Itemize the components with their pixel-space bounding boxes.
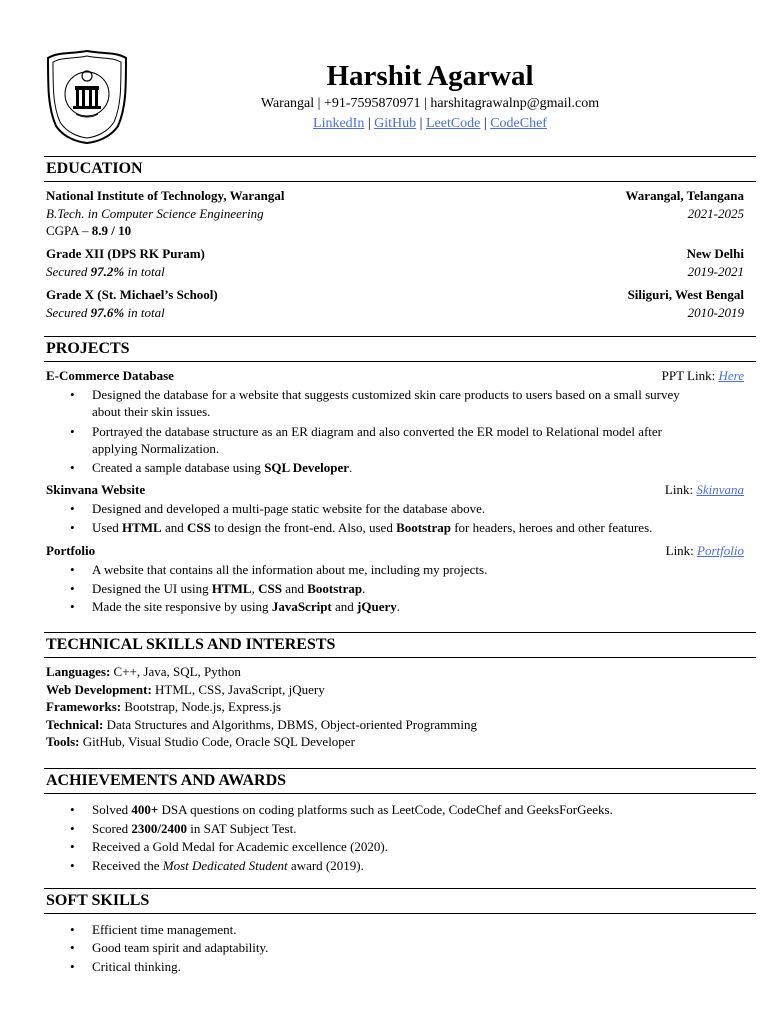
bullet-icon: • bbox=[70, 858, 75, 873]
text-bold: CSS bbox=[258, 581, 282, 596]
nit-warangal-seal-icon bbox=[46, 48, 128, 144]
edu-1-title: National Institute of Technology, Warangal bbox=[46, 188, 285, 203]
bullet-text bbox=[92, 598, 740, 615]
edu-3-place: Siliguri, West Bengal bbox=[627, 287, 744, 302]
score-pre: Secured bbox=[46, 264, 91, 279]
link-label: Link: bbox=[664, 482, 697, 497]
edu-1-place: Warangal, Telangana bbox=[625, 188, 744, 203]
edu-2-sub-row bbox=[46, 263, 744, 281]
bullet-text-cont: about their skin issues. bbox=[92, 404, 211, 419]
list-item bbox=[70, 459, 740, 476]
skill-label: Languages: bbox=[46, 664, 111, 679]
edu-1-degree: B.Tech. in Computer Science Engineering bbox=[46, 206, 264, 221]
bullet-icon: • bbox=[70, 387, 75, 402]
edu-2-date: 2019-2021 bbox=[687, 264, 744, 279]
codechef-link[interactable]: CodeChef bbox=[490, 116, 547, 131]
bullet-text: Good team spirit and adaptability. bbox=[92, 940, 269, 955]
text-part: and bbox=[161, 520, 187, 535]
skill-value: C++, Java, SQL, Python bbox=[110, 664, 241, 679]
text-part: and bbox=[281, 581, 308, 596]
edu-3-title-row bbox=[46, 286, 744, 304]
edu-1-sub-row bbox=[46, 205, 744, 223]
skill-row bbox=[46, 733, 746, 751]
edu-1-title-row bbox=[46, 187, 744, 205]
skill-row bbox=[46, 681, 746, 699]
skill-value: GitHub, Visual Studio Code, Oracle SQL Developer bbox=[79, 734, 355, 749]
skill-label: Web Development: bbox=[46, 681, 152, 697]
text-part: in SAT Subject Test. bbox=[186, 821, 297, 836]
bullet-text-cont: applying Normalization. bbox=[92, 441, 220, 456]
text-bold: 400+ bbox=[131, 802, 159, 817]
list-item bbox=[70, 939, 740, 956]
text-part: to design the front-end. Also, used bbox=[210, 520, 397, 535]
projects-heading: PROJECTS bbox=[44, 336, 756, 362]
project-skinvana-link bbox=[665, 481, 744, 499]
skill-row bbox=[46, 698, 746, 716]
text-bold: JavaScript bbox=[271, 599, 332, 614]
edu-2-score bbox=[46, 263, 165, 281]
education-heading: EDUCATION bbox=[44, 156, 756, 182]
bullet-text bbox=[92, 801, 740, 818]
skinvana-link[interactable]: Skinvana bbox=[696, 482, 744, 497]
achievements-heading: ACHIEVEMENTS AND AWARDS bbox=[44, 768, 756, 794]
text-part: Solved bbox=[92, 802, 132, 817]
skill-value: HTML, CSS, JavaScript, jQuery bbox=[151, 681, 325, 697]
bullet-text: Designed and developed a multi-page static website for the database above. bbox=[92, 501, 486, 516]
project-ecommerce-row bbox=[46, 367, 744, 385]
resume-header bbox=[140, 58, 720, 134]
project-skinvana-row bbox=[46, 481, 744, 499]
skill-value: Data Structures and Algorithms, DBMS, Object-oriented Programming bbox=[103, 716, 478, 732]
text-part: Scored bbox=[92, 821, 132, 836]
skills-list bbox=[46, 663, 746, 751]
text-bold: Bootstrap bbox=[307, 581, 363, 596]
list-item bbox=[70, 500, 740, 517]
text-part: award (2019). bbox=[287, 858, 364, 873]
skill-row bbox=[46, 716, 746, 734]
skill-label: Tools: bbox=[46, 734, 80, 749]
text-bold: 2300/2400 bbox=[131, 821, 187, 836]
link-label: PPT Link: bbox=[661, 368, 719, 383]
github-link[interactable]: GitHub bbox=[374, 116, 417, 131]
bullet-text bbox=[92, 459, 740, 476]
bullet-icon: • bbox=[70, 581, 75, 596]
text-part: Made the site responsive by using bbox=[92, 599, 272, 614]
text-bold: jQuery bbox=[357, 599, 397, 614]
list-item bbox=[70, 958, 740, 975]
list-item bbox=[70, 857, 740, 874]
score-post: in total bbox=[124, 305, 165, 320]
score-post: in total bbox=[124, 264, 165, 279]
bullet-text: Received a Gold Medal for Academic excellence (2020). bbox=[92, 839, 388, 854]
text-bold: HTML bbox=[211, 581, 252, 596]
text-part: Used bbox=[92, 520, 122, 535]
bullet-icon: • bbox=[70, 520, 75, 535]
bullet-icon: • bbox=[70, 599, 75, 614]
link-label: Link: bbox=[665, 543, 698, 558]
list-item bbox=[70, 561, 740, 578]
text-bold: SQL Developer bbox=[264, 460, 350, 475]
bullet-icon: • bbox=[70, 821, 75, 836]
text-part: , bbox=[251, 581, 259, 596]
text-part: . bbox=[362, 581, 366, 596]
skill-value: Bootstrap, Node.js, Express.js bbox=[121, 699, 282, 714]
list-item bbox=[70, 598, 740, 615]
edu-2-title-row bbox=[46, 245, 744, 263]
bullet-icon: • bbox=[70, 959, 75, 974]
skill-label: Technical: bbox=[46, 716, 104, 732]
edu-1-cgpa bbox=[46, 222, 131, 240]
bullet-icon: • bbox=[70, 424, 75, 439]
edu-3-sub-row bbox=[46, 304, 744, 322]
skill-row bbox=[46, 663, 746, 681]
cgpa-label: CGPA – bbox=[46, 223, 92, 238]
list-item bbox=[70, 386, 740, 420]
bullet-text bbox=[92, 580, 740, 597]
text-part: Designed the UI using bbox=[92, 581, 212, 596]
candidate-name: Harshit Agarwal bbox=[326, 60, 534, 92]
bullet-icon: • bbox=[70, 922, 75, 937]
text-part: DSA questions on coding platforms such as LeetCode, CodeChef and GeeksForGeeks. bbox=[158, 802, 613, 817]
project-portfolio-row bbox=[46, 542, 744, 560]
bullet-text: Efficient time management. bbox=[92, 922, 237, 937]
text-bold: CSS bbox=[186, 520, 211, 535]
list-item bbox=[70, 801, 740, 818]
profile-links: LinkedIn | GitHub | LeetCode | CodeChef bbox=[313, 116, 547, 131]
text-part: Created a sample database using bbox=[92, 460, 265, 475]
list-item bbox=[70, 423, 740, 457]
bullet-icon: • bbox=[70, 460, 75, 475]
bullet-icon: • bbox=[70, 501, 75, 516]
bullet-text bbox=[92, 519, 740, 536]
text-italic: Most Dedicated Student bbox=[162, 858, 288, 873]
text-part: and bbox=[331, 599, 358, 614]
bullet-icon: • bbox=[70, 839, 75, 854]
cgpa-value: 8.9 / 10 bbox=[91, 223, 132, 238]
bullet-text bbox=[92, 820, 740, 837]
list-item bbox=[70, 519, 740, 536]
edu-3-score bbox=[46, 304, 165, 322]
bullet-text: Portrayed the database structure as an ER diagram and also converted the ER model to Relational model after bbox=[92, 424, 663, 439]
text-bold: HTML bbox=[121, 520, 162, 535]
bullet-text: Designed the database for a website that suggests customized skin care products to users based on a small survey bbox=[92, 387, 680, 402]
project-skinvana-title: Skinvana Website bbox=[46, 482, 146, 497]
edu-2-title: Grade XII (DPS RK Puram) bbox=[46, 246, 205, 261]
text-part: Received the bbox=[92, 858, 163, 873]
bullet-text: A website that contains all the information about me, including my projects. bbox=[92, 562, 488, 577]
list-item bbox=[70, 820, 740, 837]
list-item bbox=[70, 580, 740, 597]
bullet-icon: • bbox=[70, 802, 75, 817]
edu-3-date: 2010-2019 bbox=[687, 305, 744, 320]
project-ecommerce-title: E-Commerce Database bbox=[46, 368, 174, 383]
text-part: . bbox=[349, 460, 353, 475]
skills-heading: TECHNICAL SKILLS AND INTERESTS bbox=[44, 632, 756, 658]
ppt-link[interactable]: Here bbox=[718, 368, 744, 383]
leetcode-link[interactable]: LeetCode bbox=[425, 116, 481, 131]
edu-1-date: 2021-2025 bbox=[687, 206, 744, 221]
edu-1-cgpa-row bbox=[46, 222, 744, 240]
edu-3-title: Grade X (St. Michael’s School) bbox=[46, 287, 218, 302]
portfolio-link[interactable]: Portfolio bbox=[697, 543, 744, 558]
project-portfolio-link bbox=[666, 542, 744, 560]
bullet-text bbox=[92, 857, 740, 874]
score-pre: Secured bbox=[46, 305, 91, 320]
soft-skills-heading: SOFT SKILLS bbox=[44, 888, 756, 914]
bullet-icon: • bbox=[70, 940, 75, 955]
contact-line: Warangal | +91-7595870971 | harshitagrawalnp@gmail.com bbox=[260, 96, 600, 111]
score-value: 97.2% bbox=[90, 264, 125, 279]
text-part: for headers, heroes and other features. bbox=[450, 520, 653, 535]
skill-label: Frameworks: bbox=[46, 699, 122, 714]
edu-2-place: New Delhi bbox=[686, 246, 744, 261]
linkedin-link[interactable]: LinkedIn bbox=[313, 116, 365, 131]
project-portfolio-title: Portfolio bbox=[46, 543, 96, 558]
institute-logo bbox=[46, 48, 128, 144]
score-value: 97.6% bbox=[90, 305, 125, 320]
text-part: . bbox=[396, 599, 401, 614]
list-item bbox=[70, 921, 740, 938]
bullet-text: Critical thinking. bbox=[92, 959, 181, 974]
list-item bbox=[70, 838, 740, 855]
text-bold: Bootstrap bbox=[396, 520, 451, 535]
bullet-icon: • bbox=[70, 562, 75, 577]
project-ecommerce-link bbox=[662, 367, 744, 385]
